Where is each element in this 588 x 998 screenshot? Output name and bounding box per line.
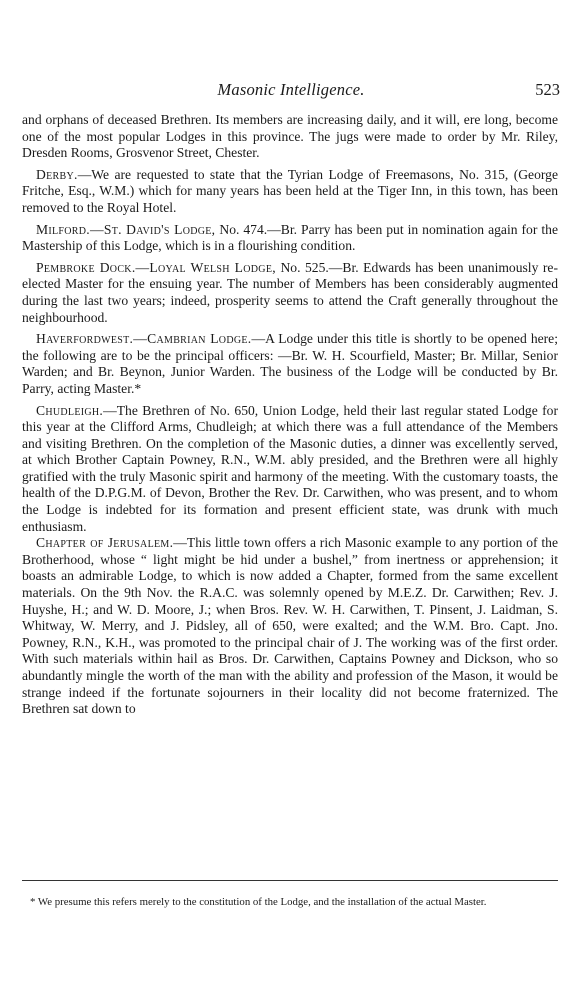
paragraph-chapter-of-jerusalem — [22, 535, 558, 718]
paragraph-lead: Chudleigh. — [36, 402, 104, 418]
paragraph-text: —This little town offers a rich Masonic example to any portion of the Brotherhood, whose “ light might be hid under a bushel,” from inertness or apprehension; it boasts an admirable Lodge, to which is now added a Chapter, formed from the same excellent materials. On the 9th Nov. the R.A.C. was solemnly opened by M.E.Z. Dr. Carwithen; Rev. J. Huyshe, H.; and W. D. Moore, J.; when Bros. Rev. W. H. Carwithen, T. Pinsent, J. Laidman, S. Whitway, W. Merry, and J. Pidsley, all of 650, were exalted; and the W.M. Bro. Capt. Jno. Powney, R.N., K.H., was promoted to the principal chair of J. The working was of the first order. With such materials within hail as Bros. Dr. Carwithen, Captains Powney and Dickson, who so abundantly mingle the worth of the man with the ability and profession of the Mason, it would be strange indeed if the fortunate sojourners in their locality did not become fraternized. The Brethren sat down to — [22, 535, 559, 717]
paragraph-text: No. 525.—Br. Edwards has been unanimously re-elected Master for the ensuing year. The number of Members has been considerably augmented during the last two years; indeed, prosperity seems to attend the Craft generally throughout the neighbourhood. — [22, 259, 558, 325]
paragraph-lead: Pembroke Dock.—Loyal Welsh Lodge, — [36, 259, 276, 275]
footnote-divider — [22, 880, 558, 881]
running-title: Masonic Intelligence. — [217, 80, 365, 99]
article-body — [22, 112, 558, 723]
paragraph-lead: Haverfordwest.—Cambrian Lodge. — [36, 331, 252, 347]
paragraph-lead: Milford.—St. David's Lodge, — [36, 221, 216, 237]
footnote: * We presume this refers merely to the constitution of the Lodge, and the installation of the actual Master. — [30, 896, 487, 908]
paragraph-lead: Derby. — [36, 166, 78, 182]
paragraph-text: and orphans of deceased Brethren. Its members are increasing daily, and it will, ere long, become one of the most popular Lodges in this province. The jugs were made to order by Mr. Riley, Dresden Rooms, Grosvenor Street, Chester. — [22, 112, 558, 161]
paragraph-continuation — [22, 112, 558, 162]
paragraph-lead: Chapter of Jerusalem. — [36, 535, 174, 551]
paragraph-pembroke-dock — [22, 260, 558, 326]
paragraph-derby — [22, 167, 558, 217]
paragraph-text: —The Brethren of No. 650, Union Lodge, held their last regular stated Lodge for this year at the Clifford Arms, Chudleigh; at which there was a full attendance of the Members and visiting Brethren. On the completion of the Masonic duties, a dinner was excellently served, at which Brother Captain Powney, R.N., W.M. ably presided, and the Brethren were all highly gratified with the truly Masonic spirit and harmony of the meeting. With the customary toasts, the health of the D.P.G.M. of Devon, Brother the Rev. Dr. Carwithen, who was present, and to whom the Lodge is indebted for its formation and present efficient state, was drunk with much enthusiasm. — [22, 402, 558, 534]
paragraph-haverfordwest — [22, 331, 558, 397]
paragraph-text: No. 474.—Br. Parry has been put in nomination again for the Mastership of this Lodge, which is in a flourishing condition. — [22, 221, 558, 254]
paragraph-chudleigh — [22, 403, 558, 536]
page-number: 523 — [535, 80, 560, 99]
page-header — [22, 80, 560, 104]
paragraph-milford — [22, 222, 558, 255]
paragraph-text: —We are requested to state that the Tyrian Lodge of Freemasons, No. 315, (George Fritche, Esq., W.M.) which for many years has been held at the Tiger Inn, in this town, has been removed to the Royal Hotel. — [22, 166, 558, 215]
paragraph-text: —A Lodge under this title is shortly to be opened here; the following are to be the principal officers: —Br. W. H. Scourfield, Master; Br. Millar, Senior Warden; and Br. Beynon, Junior Warden. The business of the Lodge will be conducted by Br. Parry, acting Master.* — [22, 331, 558, 396]
